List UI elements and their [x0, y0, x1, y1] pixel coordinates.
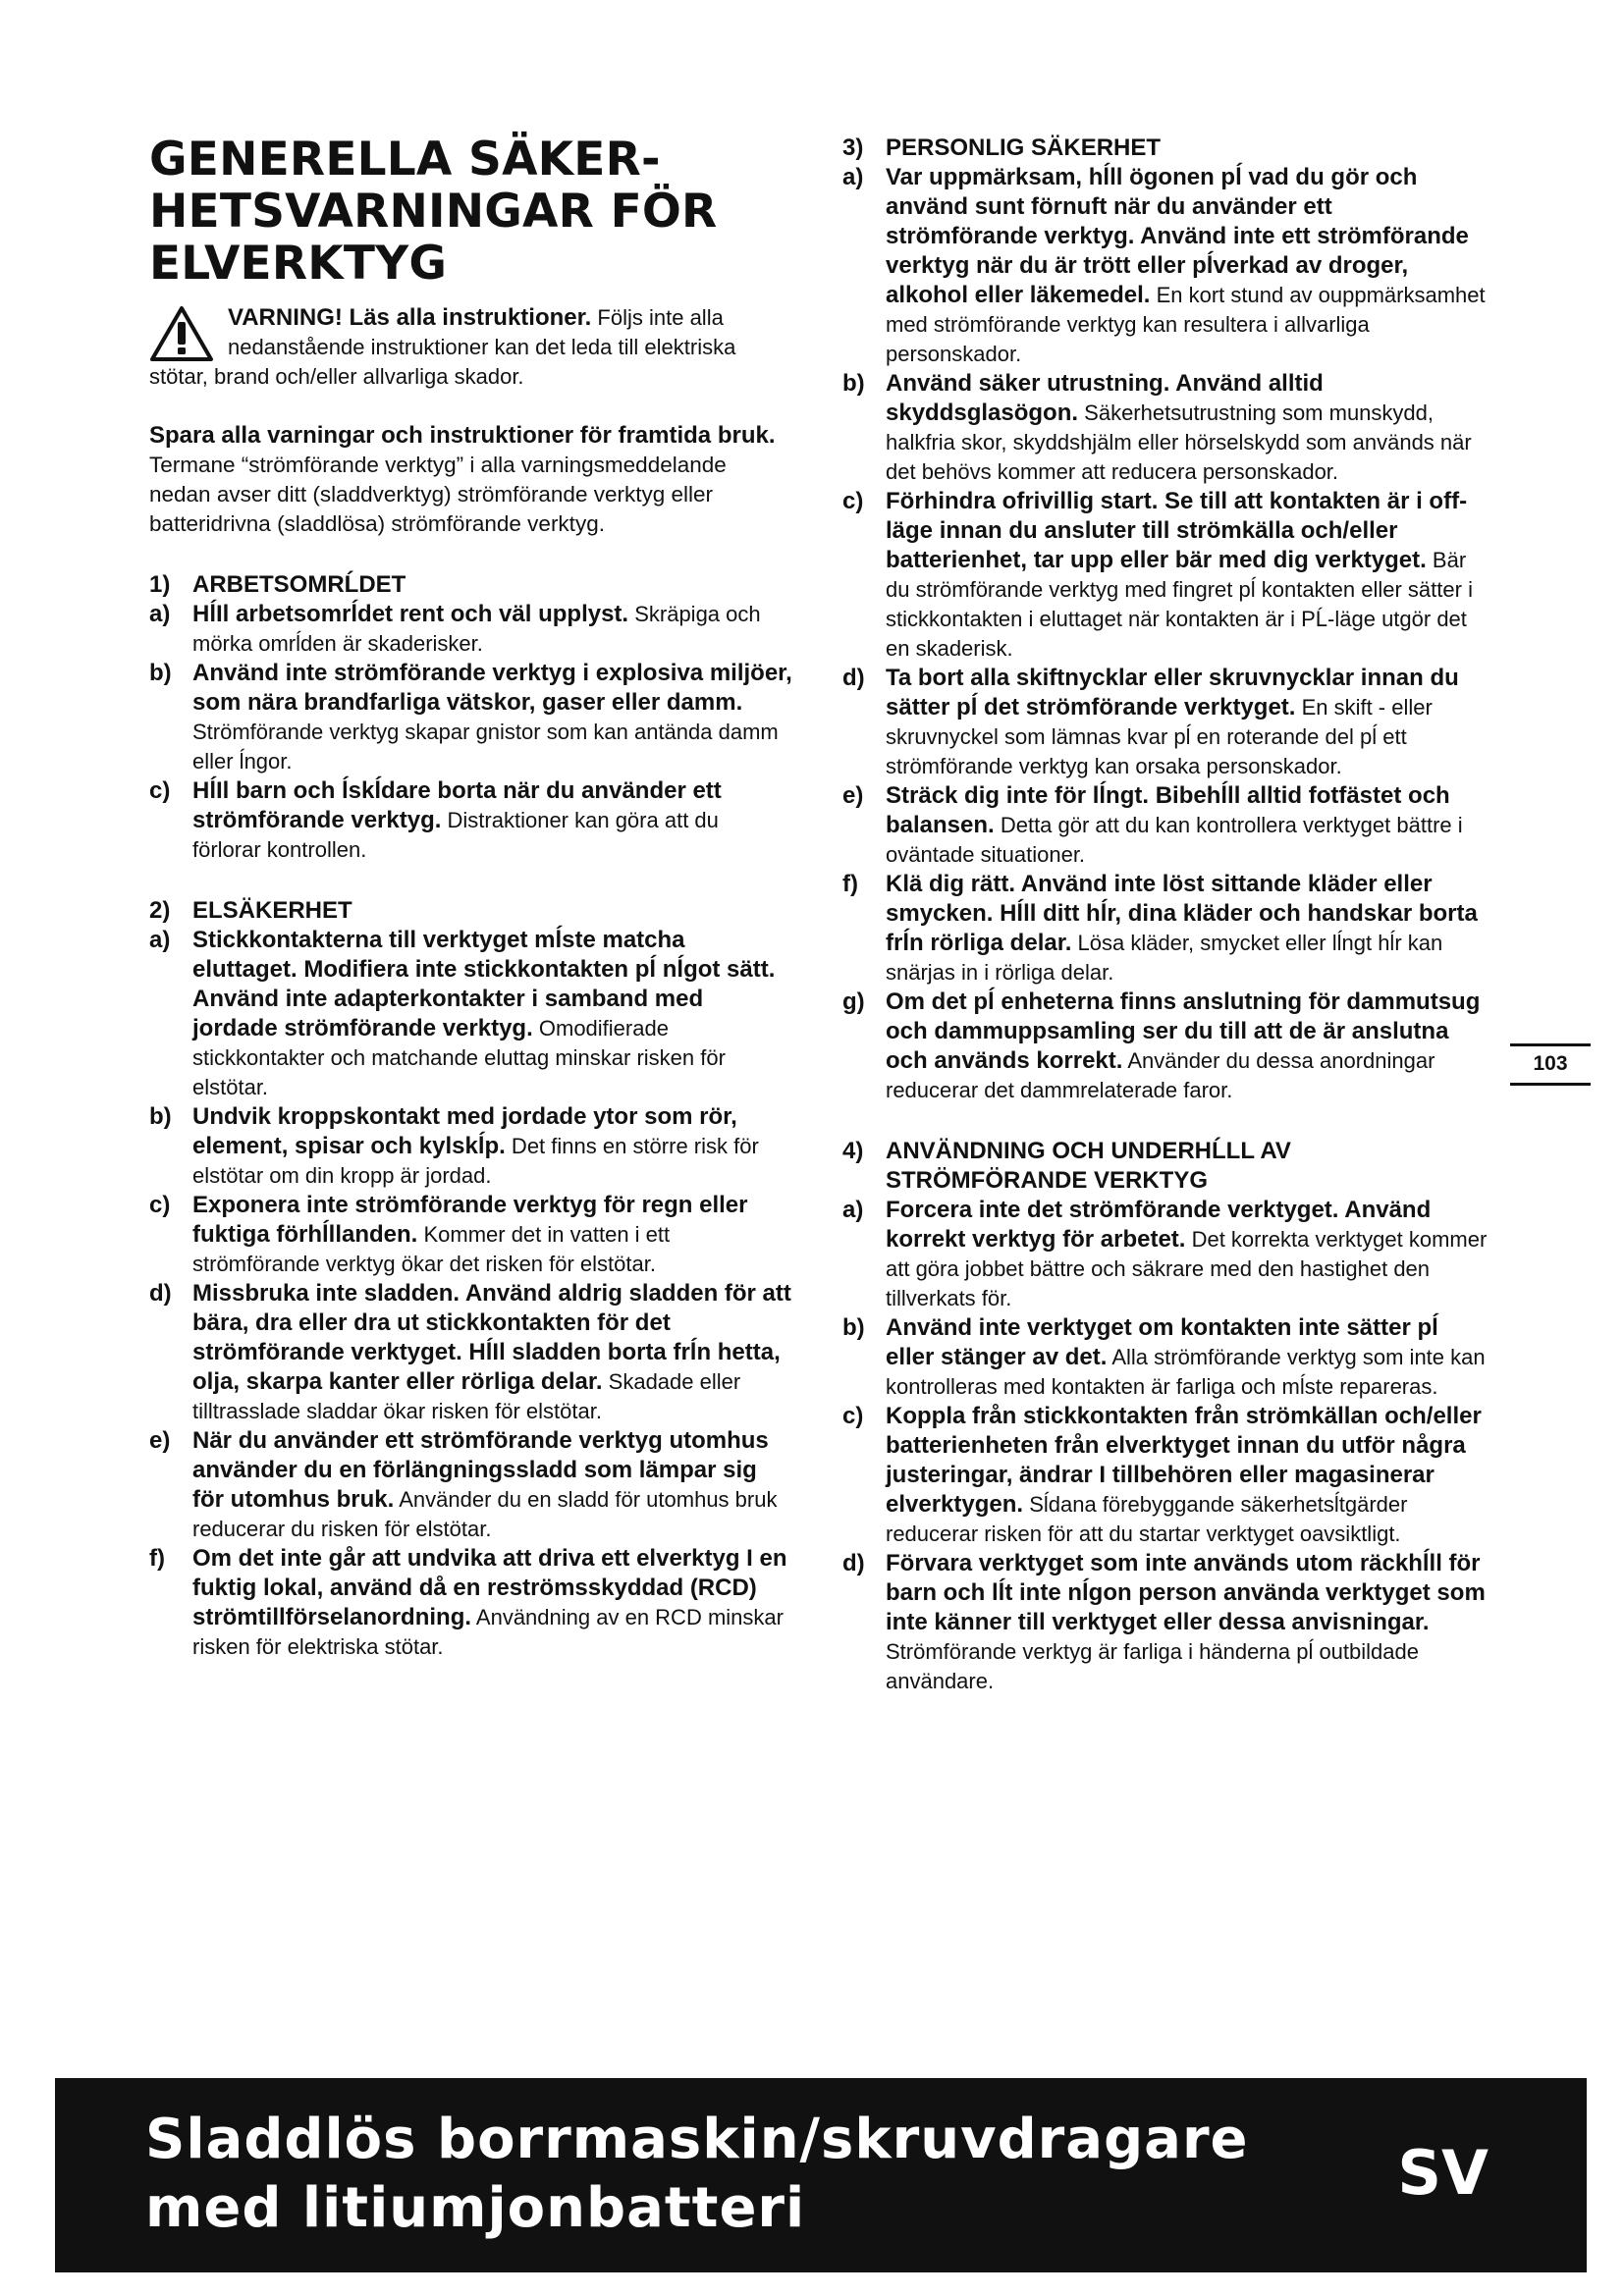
list-item [149, 1102, 792, 1191]
item-body [886, 988, 1490, 1105]
footer-title [145, 2106, 1249, 2243]
item-text: Skräpiga och mörka omrĺden är skaderisker. [192, 602, 761, 656]
warning-block [149, 303, 792, 392]
list-item [842, 1313, 1490, 1402]
item-text: Använder du dessa anordningar reducerar det dammrelaterade faror. [886, 1048, 1435, 1102]
item-body [192, 1191, 792, 1279]
item-label: f) [149, 1545, 165, 1572]
footer-title-line-1: Sladdlös borrmaskin/skruvdragare [145, 2108, 1249, 2171]
section-heading [149, 896, 792, 926]
save-instructions [149, 421, 792, 539]
item-label: g) [842, 988, 865, 1015]
page-number-rule-top [1510, 1043, 1591, 1046]
item-text: Det finns en större risk för elstötar om din kropp är jordad. [192, 1134, 759, 1188]
list-item [149, 659, 792, 776]
section-number: 2) [149, 897, 171, 924]
section-title: ELSÄKERHET [192, 897, 352, 924]
list-item [842, 870, 1490, 988]
title-line-2: HETSVARNINGAR FÖR [149, 185, 718, 239]
right-column [842, 133, 1490, 1696]
item-body [886, 1549, 1490, 1696]
section-number: 3) [842, 134, 864, 161]
left-sections [149, 570, 792, 1662]
item-bold-text: Koppla från stickkontakten från strömkällan och/eller batterienheten från elverktyget innan du utför några justeringar, ändrar I tillbehören eller magasinerar elverktygen. [886, 1403, 1482, 1518]
item-body [886, 369, 1490, 487]
save-instructions-bold: Spara alla varningar och instruktioner för framtida bruk. [149, 422, 776, 449]
item-bold-text: Använd inte verktyget om kontakten inte sätter pĺ eller stänger av det. [886, 1314, 1438, 1370]
item-bold-text: När du använder ett strömförande verktyg utomhus använder du en förlängningssladd som lämpar sig för utomhus bruk. [192, 1427, 769, 1513]
item-label: d) [842, 665, 865, 691]
list-item [842, 664, 1490, 781]
item-body [886, 487, 1490, 664]
list-item [842, 487, 1490, 664]
item-label: e) [842, 782, 864, 809]
item-bold-text: Exponera inte strömförande verktyg för regn eller fuktiga förhĺllanden. [192, 1192, 748, 1248]
item-bold-text: Använd inte strömförande verktyg i explosiva miljöer, som nära brandfarliga vätskor, gaser eller damm. [192, 660, 792, 716]
right-sections [842, 133, 1490, 1696]
item-label: d) [149, 1280, 172, 1307]
item-label: b) [842, 1314, 865, 1341]
item-body [886, 870, 1490, 988]
list-item [842, 988, 1490, 1105]
item-label: a) [842, 1197, 864, 1223]
item-label: f) [842, 871, 858, 897]
item-bold-text: HĺIl arbetsomrĺdet rent och väl upplyst. [192, 601, 629, 627]
section-title: PERSONLIG SÄKERHET [886, 134, 1162, 161]
item-body [192, 926, 792, 1102]
item-text: En kort stund av ouppmärksamhet med strömförande verktyg kan resultera i allvarliga personskador. [886, 283, 1486, 366]
item-bold-text: Forcera inte det strömförande verktyget. Använd korrekt verktyg för arbetet. [886, 1197, 1432, 1253]
item-label: d) [842, 1550, 865, 1576]
section [149, 896, 792, 1662]
item-text: Strömförande verktyg är farliga i händerna pĺ outbildade användare. [886, 1639, 1419, 1693]
item-text: Distraktioner kan göra att du förlorar kontrollen. [192, 808, 719, 862]
list-item [842, 781, 1490, 870]
item-label: e) [149, 1427, 171, 1454]
item-label: b) [842, 370, 865, 397]
item-body [886, 664, 1490, 781]
list-item [842, 369, 1490, 487]
footer-title-line-2: med litiumjonbatteri [145, 2176, 806, 2240]
item-text: Detta gör att du kan kontrollera verktyget bättre i oväntade situationer. [886, 813, 1463, 867]
list-item [149, 1191, 792, 1279]
title-line-1: GENERELLA SÄKER- [149, 133, 661, 187]
item-bold-text: Missbruka inte sladden. Använd aldrig sladden för att bära, dra eller dra ut stickkontakten för det strömförande verktyget. HĺIl sladden borta frĺn hetta, olja, skarpa kanter eller rörliga delar. [192, 1280, 791, 1395]
item-body [192, 776, 792, 865]
item-text: Användning av en RCD minskar risken för elektriska stötar. [192, 1605, 784, 1659]
item-label: c) [149, 777, 171, 804]
warning-text: Följs inte alla nedanstående instruktioner kan det leda till elektriska stötar, brand och/eller allvarliga skador. [149, 305, 736, 389]
section-heading [842, 133, 1490, 163]
item-text: Alla strömförande verktyg som inte kan kontrolleras med kontakten är farliga och mĺste repareras. [886, 1345, 1486, 1399]
list-item [842, 1402, 1490, 1549]
section [842, 133, 1490, 1105]
item-text: Bär du strömförande verktyg med fingret pĺ kontakten eller sätter i stickkontakten i eluttaget när kontakten är i PĹ-läge utgör det en skaderisk. [886, 548, 1473, 661]
item-bold-text: Förhindra ofrivillig start. Se till att kontakten är i off-läge innan du ansluter till strömkälla och/eller batterienhet, tar upp eller bär med dig verktyget. [886, 488, 1468, 573]
item-text: Strömförande verktyg skapar gnistor som kan antända damm eller ĺngor. [192, 720, 779, 774]
page-number: 103 [1533, 1052, 1568, 1075]
warning-bold: VARNING! Läs alla instruktioner. [228, 304, 592, 331]
item-label: c) [149, 1192, 171, 1218]
item-text: Skadade eller tilltrasslade sladdar ökar risken för elstötar. [192, 1369, 741, 1423]
item-text: Sĺdana förebyggande säkerhetsĺtgärder reducerar risken för att du startar verktyget oavsiktligt. [886, 1492, 1408, 1546]
item-label: b) [149, 660, 172, 686]
item-label: a) [149, 927, 171, 953]
item-body [192, 1102, 792, 1191]
item-bold-text: Om det pĺ enheterna finns anslutning för dammutsug och dammuppsamling ser du till att de är anslutna och används korrekt. [886, 988, 1481, 1074]
item-bold-text: Undvik kroppskontakt med jordade ytor som rör, element, spisar och kylskĺp. [192, 1103, 737, 1159]
page-number-rule-bottom [1510, 1083, 1591, 1086]
section-number: 1) [149, 571, 171, 598]
item-body [192, 1544, 792, 1662]
section-number: 4) [842, 1138, 864, 1164]
item-text: Det korrekta verktyget kommer att göra jobbet bättre och säkrare med den hastighet den tillverkats för. [886, 1227, 1488, 1310]
item-bold-text: Förvara verktyget som inte används utom räckhĺll för barn och lĺt inte nĺgon person använda verktyget som inte känner till verktyget eller dessa anvisningar. [886, 1550, 1486, 1635]
section-heading [149, 570, 792, 600]
item-label: b) [149, 1103, 172, 1130]
item-label: c) [842, 488, 864, 514]
item-body [886, 1402, 1490, 1549]
item-label: a) [842, 164, 864, 190]
save-instructions-text: Termane “strömförande verktyg” i alla varningsmeddelande nedan avser ditt (sladdverktyg) strömförande verktyg eller batteridrivna (sladdlösa) strömförande verktyg. [149, 453, 727, 536]
item-text: En skift - eller skruvnyckel som lämnas kvar pĺ en roterande del pĺ ett strömförande verktyg kan orsaka personskador. [886, 695, 1433, 778]
item-body [886, 1313, 1490, 1402]
item-bold-text: Sträck dig inte för lĺngt. Bibehĺll alltid fotfästet och balansen. [886, 782, 1450, 838]
item-bold-text: Klä dig rätt. Använd inte löst sittande kläder eller smycken. Hĺll ditt hĺr, dina kläder och handskar borta frĺn rörliga delar. [886, 871, 1478, 956]
list-item [842, 163, 1490, 369]
list-item [149, 1279, 792, 1426]
warning-triangle-icon [149, 305, 214, 362]
item-body [192, 1426, 792, 1544]
item-text: Kommer det in vatten i ett strömförande verktyg ökar det risken för elstötar. [192, 1222, 671, 1276]
item-text: Säkerhetsutrustning som munskydd, halkfria skor, skyddshjälm eller hörselskydd som används när det behövs kommer att reducera personskador. [886, 400, 1472, 484]
item-body [192, 659, 792, 776]
item-body [192, 600, 792, 659]
section-title: ANVÄNDNING OCH UNDERHĹLL AV STRÖMFÖRANDE VERKTYG [886, 1138, 1291, 1194]
item-bold-text: HĺIl barn och ĺskĺdare borta när du använder ett strömförande verktyg. [192, 777, 722, 833]
footer-banner [55, 2078, 1587, 2272]
section [842, 1137, 1490, 1696]
left-column [149, 133, 792, 1662]
item-text: Omodifierade stickkontakter och matchande eluttag minskar risken för elstötar. [192, 1016, 726, 1099]
item-label: a) [149, 601, 171, 627]
item-text: Använder du en sladd för utomhus bruk reducerar du risken för elstötar. [192, 1487, 778, 1541]
section-title: ARBETSOMRĹDET [192, 571, 406, 598]
section-heading [842, 1137, 1490, 1196]
item-body [886, 163, 1490, 369]
item-bold-text: Ta bort alla skiftnycklar eller skruvnycklar innan du sätter pĺ det strömförande verktyget. [886, 665, 1459, 721]
item-body [192, 1279, 792, 1426]
page-title [149, 133, 792, 290]
list-item [149, 1544, 792, 1662]
item-bold-text: Använd säker utrustning. Använd alltid skyddsglasögon. [886, 370, 1324, 426]
item-body [886, 1196, 1490, 1313]
language-code: SV [1397, 2137, 1489, 2209]
list-item [149, 1426, 792, 1544]
list-item [842, 1196, 1490, 1313]
item-label: c) [842, 1403, 864, 1429]
list-item [149, 926, 792, 1102]
list-item [149, 600, 792, 659]
title-line-3: ELVERKTYG [149, 237, 448, 291]
item-body [886, 781, 1490, 870]
list-item [842, 1549, 1490, 1696]
item-text: Lösa kläder, smycket eller lĺngt hĺr kan snärjas in i rörliga delar. [886, 931, 1443, 985]
item-bold-text: Stickkontakterna till verktyget mĺste matcha eluttaget. Modifiera inte stickkontakten pĺ nĺgot sätt. Använd inte adapterkontakter i samband med jordade strömförande verktyg. [192, 927, 776, 1041]
section [149, 570, 792, 865]
item-bold-text: Om det inte går att undvika att driva ett elverktyg I en fuktig lokal, använd då en reströmsskyddad (RCD) strömtillförselanordning. [192, 1545, 787, 1630]
item-bold-text: Var uppmärksam, hĺll ögonen pĺ vad du gör och använd sunt förnuft när du använder ett strömförande verktyg. Använd inte ett strömförande verktyg när du är trött eller pĺverkad av droger, alkohol eller läkemedel. [886, 164, 1469, 308]
list-item [149, 776, 792, 865]
